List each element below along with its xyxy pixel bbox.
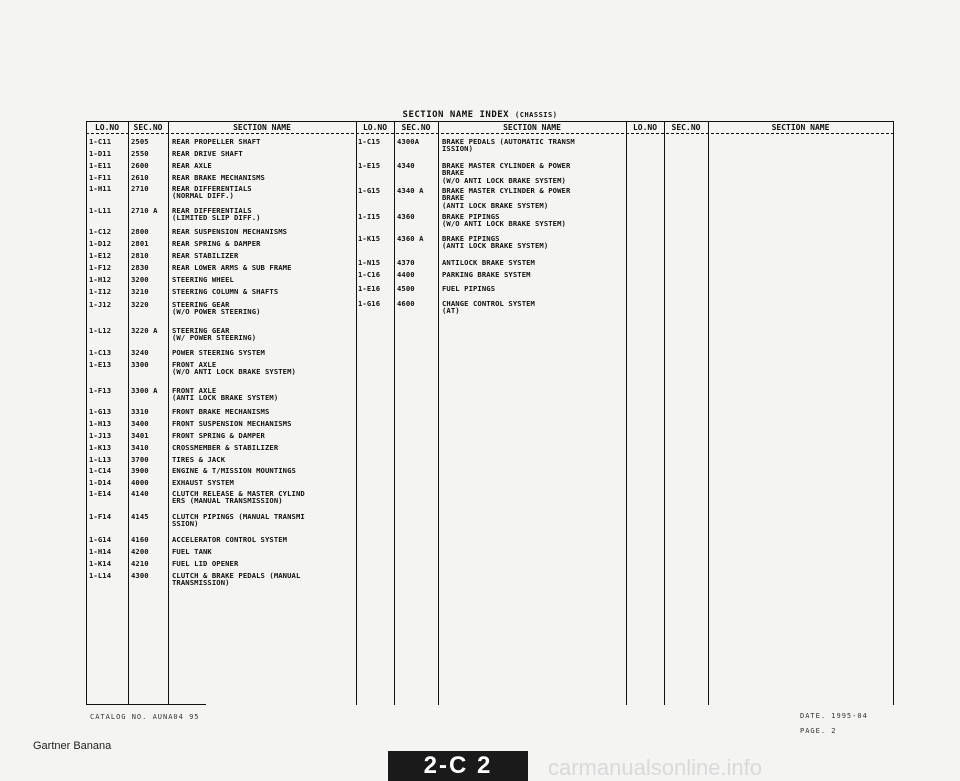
left-row-sec-no: 2505: [131, 137, 149, 146]
left-row-lo-no: 1-D12: [89, 239, 112, 248]
left-row-lo-no: 1-F13: [89, 386, 112, 395]
col-line-7: [626, 121, 627, 705]
left-row-sec-no: 2830: [131, 263, 149, 272]
left-row-sec-no: 3300: [131, 360, 149, 369]
left-row-section-name: FRONT AXLE: [172, 386, 217, 395]
mid-row-section-name: (AT): [442, 306, 460, 316]
left-row-section-name: (ANTI LOCK BRAKE SYSTEM): [172, 393, 279, 403]
left-row-lo-no: 1-L12: [89, 326, 112, 335]
left-row-sec-no: 3220 A: [131, 326, 158, 335]
left-row-lo-no: 1-E12: [89, 251, 112, 260]
left-row-sec-no: 4300: [131, 571, 149, 580]
left-row-section-name: (NORMAL DIFF.): [172, 191, 234, 201]
left-row-section-name: REAR PROPELLER SHAFT: [172, 137, 261, 146]
left-row-lo-no: 1-D14: [89, 478, 112, 487]
left-row-lo-no: 1-K14: [89, 559, 112, 568]
left-row-lo-no: 1-H12: [89, 275, 112, 284]
left-row-section-name: REAR BRAKE MECHANISMS: [172, 173, 265, 182]
mid-row-section-name: BRAKE PEDALS (AUTOMATIC TRANSM: [442, 137, 575, 146]
left-row-sec-no: 3240: [131, 348, 149, 357]
left-row-sec-no: 3900: [131, 466, 149, 475]
mid-row-sec-no: 4340 A: [397, 186, 424, 195]
mid-row-sec-no: 4600: [397, 299, 415, 308]
mid-row-section-name: BRAKE MASTER CYLINDER & POWER: [442, 161, 571, 170]
left-row-section-name: CLUTCH RELEASE & MASTER CYLIND: [172, 489, 305, 498]
left-row-section-name: CLUTCH PIPINGS (MANUAL TRANSMI: [172, 512, 305, 521]
left-row-lo-no: 1-F12: [89, 263, 112, 272]
col-line-2: [128, 121, 129, 705]
left-row-section-name: STEERING GEAR: [172, 326, 230, 335]
mid-row-section-name: ISSION): [442, 144, 473, 154]
left-row-section-name: FRONT SUSPENSION MECHANISMS: [172, 419, 292, 428]
left-row-lo-no: 1-L13: [89, 455, 112, 464]
left-row-lo-no: 1-C12: [89, 227, 112, 236]
left-row-lo-no: 1-F11: [89, 173, 112, 182]
mid-row-sec-no: 4500: [397, 284, 415, 293]
left-row-lo-no: 1-L11: [89, 206, 112, 215]
left-row-lo-no: 1-J13: [89, 431, 112, 440]
left-row-sec-no: 2710: [131, 184, 149, 193]
col-line-10: [893, 121, 894, 705]
left-row-sec-no: 4000: [131, 478, 149, 487]
left-row-sec-no: 3410: [131, 443, 149, 452]
col-line-1: [86, 121, 87, 705]
mid-row-sec-no: 4360 A: [397, 234, 424, 243]
col-line-3: [168, 121, 169, 705]
left-row-sec-no: 4145: [131, 512, 149, 521]
col-line-6: [438, 121, 439, 705]
mid-row-lo-no: 1-C16: [358, 270, 381, 279]
mid-row-lo-no: 1-K15: [358, 234, 381, 243]
left-row-section-name: REAR SPRING & DAMPER: [172, 239, 261, 248]
header-section-name-1: SECTION NAME: [233, 123, 291, 132]
left-row-section-name: CROSSMEMBER & STABILIZER: [172, 443, 279, 452]
mid-row-section-name: (ANTI LOCK BRAKE SYSTEM): [442, 200, 549, 210]
left-row-section-name: STEERING WHEEL: [172, 275, 234, 284]
mid-row-section-name: BRAKE MASTER CYLINDER & POWER: [442, 186, 571, 195]
left-row-section-name: REAR DIFFERENTIALS: [172, 184, 252, 193]
table-top-border: [86, 121, 894, 122]
page-code-banner: 2-C 2: [388, 751, 528, 781]
left-row-section-name: FRONT AXLE: [172, 360, 217, 369]
header-lo-no-3: LO.NO: [632, 123, 658, 132]
header-sec-no-2: SEC.NO: [401, 123, 431, 132]
col-line-8: [664, 121, 665, 705]
left-row-sec-no: 2810: [131, 251, 149, 260]
left-row-lo-no: 1-C13: [89, 348, 112, 357]
left-row-sec-no: 2550: [131, 149, 149, 158]
left-row-sec-no: 2600: [131, 161, 149, 170]
mid-row-lo-no: 1-E16: [358, 284, 381, 293]
left-row-lo-no: 1-I12: [89, 287, 112, 296]
left-row-section-name: (W/ POWER STEERING): [172, 333, 257, 343]
left-row-section-name: SSION): [172, 519, 199, 529]
left-row-lo-no: 1-K13: [89, 443, 112, 452]
left-row-section-name: FRONT SPRING & DAMPER: [172, 431, 265, 440]
date-label: DATE. 1995-04: [800, 712, 868, 720]
left-row-lo-no: 1-L14: [89, 571, 112, 580]
mid-row-lo-no: 1-C15: [358, 137, 381, 146]
left-row-section-name: EXHAUST SYSTEM: [172, 478, 234, 487]
mid-row-section-name: BRAKE: [442, 193, 465, 203]
left-row-sec-no: 3200: [131, 275, 149, 284]
left-row-sec-no: 3401: [131, 431, 149, 440]
left-row-lo-no: 1-D11: [89, 149, 112, 158]
section-index-table: [86, 121, 894, 705]
left-row-section-name: FUEL LID OPENER: [172, 559, 239, 568]
left-row-section-name: STEERING COLUMN & SHAFTS: [172, 287, 279, 296]
mid-row-section-name: BRAKE PIPINGS: [442, 212, 500, 221]
header-lo-no-2: LO.NO: [362, 123, 388, 132]
left-row-section-name: ACCELERATOR CONTROL SYSTEM: [172, 535, 288, 544]
left-row-sec-no: 2800: [131, 227, 149, 236]
mid-row-section-name: (ANTI LOCK BRAKE SYSTEM): [442, 241, 549, 251]
mid-row-sec-no: 4400: [397, 270, 415, 279]
left-row-sec-no: 3310: [131, 407, 149, 416]
left-row-sec-no: 4210: [131, 559, 149, 568]
left-row-lo-no: 1-E11: [89, 161, 112, 170]
left-row-sec-no: 4140: [131, 489, 149, 498]
left-row-lo-no: 1-H13: [89, 419, 112, 428]
left-row-section-name: FUEL TANK: [172, 547, 212, 556]
page-title: [0, 110, 960, 120]
header-section-name-2: SECTION NAME: [503, 123, 561, 132]
header-sec-no-3: SEC.NO: [671, 123, 701, 132]
left-row-lo-no: 1-H11: [89, 184, 112, 193]
header-divider: [86, 133, 894, 134]
left-row-sec-no: 3300 A: [131, 386, 158, 395]
left-row-section-name: REAR STABILIZER: [172, 251, 239, 260]
mid-row-lo-no: 1-G16: [358, 299, 381, 308]
left-row-sec-no: 2801: [131, 239, 149, 248]
left-row-section-name: ENGINE & T/MISSION MOUNTINGS: [172, 466, 296, 475]
mid-row-section-name: CHANGE CONTROL SYSTEM: [442, 299, 535, 308]
mid-row-section-name: ANTILOCK BRAKE SYSTEM: [442, 258, 535, 267]
left-row-lo-no: 1-C14: [89, 466, 112, 475]
site-watermark: carmanualsonline.info: [548, 755, 763, 780]
left-row-lo-no: 1-H14: [89, 547, 112, 556]
left-row-sec-no: 4200: [131, 547, 149, 556]
left-row-sec-no: 3400: [131, 419, 149, 428]
mid-row-sec-no: 4300A: [397, 137, 420, 146]
left-row-lo-no: 1-J12: [89, 300, 112, 309]
left-row-section-name: TRANSMISSION): [172, 578, 230, 588]
mid-row-lo-no: 1-G15: [358, 186, 381, 195]
left-row-section-name: REAR DRIVE SHAFT: [172, 149, 243, 158]
mid-row-lo-no: 1-I15: [358, 212, 381, 221]
mid-row-sec-no: 4370: [397, 258, 415, 267]
left-row-section-name: REAR AXLE: [172, 161, 212, 170]
left-row-section-name: POWER STEERING SYSTEM: [172, 348, 265, 357]
mid-row-section-name: FUEL PIPINGS: [442, 284, 496, 293]
left-row-section-name: REAR DIFFERENTIALS: [172, 206, 252, 215]
title-text: SECTION NAME INDEX: [402, 110, 510, 120]
catalog-number: CATALOG NO. AUNA04 95: [90, 713, 200, 721]
left-row-section-name: ERS (MANUAL TRANSMISSION): [172, 496, 283, 506]
col-line-4: [356, 121, 357, 705]
watermark-text: Gartner Banana: [33, 740, 112, 752]
left-row-section-name: REAR LOWER ARMS & SUB FRAME: [172, 263, 292, 272]
left-row-lo-no: 1-G13: [89, 407, 112, 416]
mid-row-lo-no: 1-N15: [358, 258, 381, 267]
left-row-lo-no: 1-E13: [89, 360, 112, 369]
header-section-name-3: SECTION NAME: [771, 123, 830, 132]
left-row-section-name: FRONT BRAKE MECHANISMS: [172, 407, 270, 416]
mid-row-lo-no: 1-E15: [358, 161, 381, 170]
left-row-section-name: CLUTCH & BRAKE PEDALS (MANUAL: [172, 571, 301, 580]
left-row-sec-no: 2610: [131, 173, 149, 182]
left-row-lo-no: 1-E14: [89, 489, 112, 498]
left-row-sec-no: 4160: [131, 535, 149, 544]
left-row-section-name: STEERING GEAR: [172, 300, 230, 309]
left-row-section-name: (W/O ANTI LOCK BRAKE SYSTEM): [172, 367, 296, 377]
mid-row-section-name: (W/O ANTI LOCK BRAKE SYSTEM): [442, 175, 566, 185]
left-row-section-name: (W/O POWER STEERING): [172, 307, 261, 317]
mid-row-section-name: PARKING BRAKE SYSTEM: [442, 270, 531, 279]
mid-row-sec-no: 4360: [397, 212, 415, 221]
left-row-section-name: (LIMITED SLIP DIFF.): [172, 213, 261, 223]
table-bottom-border: [86, 704, 206, 705]
mid-row-sec-no: 4340: [397, 161, 415, 170]
left-row-lo-no: 1-F14: [89, 512, 112, 521]
left-row-lo-no: 1-C11: [89, 137, 112, 146]
mid-row-section-name: BRAKE PIPINGS: [442, 234, 500, 243]
col-line-5: [394, 121, 395, 705]
header-lo-no-1: LO.NO: [94, 123, 120, 132]
left-row-section-name: REAR SUSPENSION MECHANISMS: [172, 227, 288, 236]
left-row-lo-no: 1-G14: [89, 535, 112, 544]
page-label: PAGE. 2: [800, 727, 837, 735]
left-row-sec-no: 2710 A: [131, 206, 158, 215]
left-row-section-name: TIRES & JACK: [172, 455, 226, 464]
title-subtitle: (CHASSIS): [515, 111, 558, 119]
mid-row-section-name: (W/O ANTI LOCK BRAKE SYSTEM): [442, 219, 566, 229]
left-row-sec-no: 3220: [131, 300, 149, 309]
mid-row-section-name: BRAKE: [442, 168, 465, 178]
left-row-sec-no: 3210: [131, 287, 149, 296]
header-sec-no-1: SEC.NO: [133, 123, 163, 132]
left-row-sec-no: 3700: [131, 455, 149, 464]
col-line-9: [708, 121, 709, 705]
